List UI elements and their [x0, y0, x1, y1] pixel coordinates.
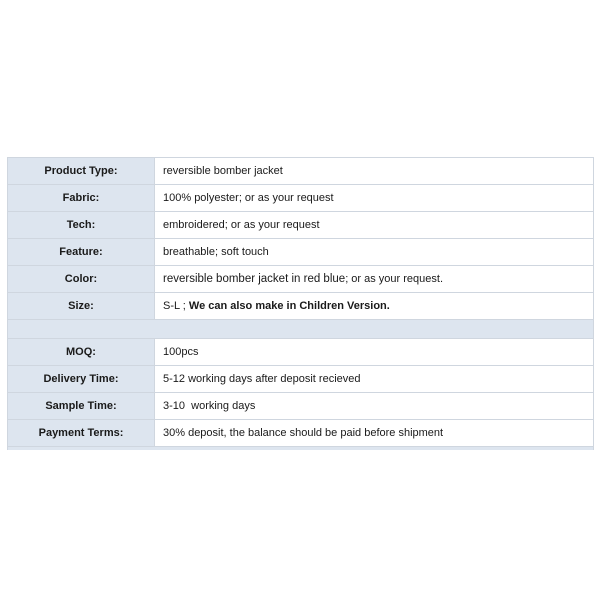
spec-row-moq [8, 339, 594, 366]
spec-label: Tech: [8, 212, 155, 239]
size-note: We can also make in Children Version. [188, 300, 390, 312]
group-divider [8, 320, 594, 339]
spec-value: 100% polyester; or as your request [155, 185, 594, 212]
spec-value: breathable; soft touch [155, 239, 594, 266]
color-value-suffix: ; or as your request. [345, 273, 444, 285]
spec-label: Size: [8, 293, 155, 320]
spec-label: Sample Time: [8, 393, 155, 420]
spec-label: Delivery Time: [8, 366, 155, 393]
size-value: S-L ; [163, 300, 189, 312]
spec-row-delivery-time [8, 366, 594, 393]
spec-label: MOQ: [8, 339, 155, 366]
spec-row-feature [8, 239, 594, 266]
product-spec-table [7, 157, 594, 450]
spec-value [155, 293, 594, 320]
spec-row-color [8, 266, 594, 293]
spec-row-product-type [8, 158, 594, 185]
spec-label: Payment Terms: [8, 420, 155, 447]
spec-value: 5-12 working days after deposit recieved [155, 366, 594, 393]
spec-value [155, 266, 594, 293]
spec-row-tech [8, 212, 594, 239]
color-value-main: reversible bomber jacket in red blue [163, 273, 346, 285]
spec-label: Product Type: [8, 158, 155, 185]
spec-row-size [8, 293, 594, 320]
spec-value: 100pcs [155, 339, 594, 366]
spec-label: Fabric: [8, 185, 155, 212]
bottom-edge-cell [8, 447, 594, 451]
spec-value: reversible bomber jacket [155, 158, 594, 185]
spec-value: 30% deposit, the balance should be paid before shipment [155, 420, 594, 447]
spec-row-sample-time [8, 393, 594, 420]
spec-row-payment-terms [8, 420, 594, 447]
spec-row-fabric [8, 185, 594, 212]
table-bottom-edge [8, 447, 594, 451]
spec-value: embroidered; or as your request [155, 212, 594, 239]
spec-label: Feature: [8, 239, 155, 266]
spec-label: Color: [8, 266, 155, 293]
spec-value: 3-10 working days [155, 393, 594, 420]
divider-cell [8, 320, 594, 339]
